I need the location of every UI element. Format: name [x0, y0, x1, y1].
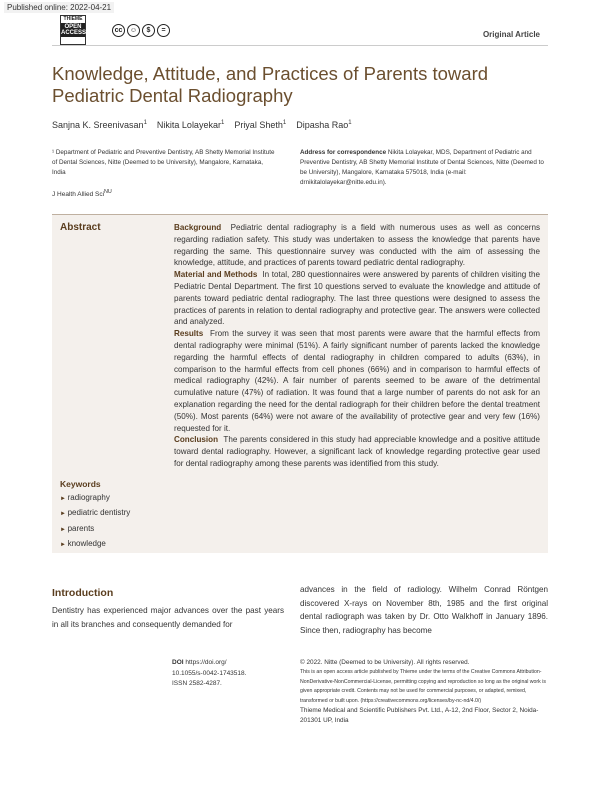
- article-title: Knowledge, Attitude, and Practices of Parents toward Pediatric Dental Radiography: [52, 63, 489, 106]
- thieme-open-access-logo: [60, 15, 86, 45]
- nd-icon: =: [157, 24, 170, 37]
- issn: ISSN 2582-4287.: [172, 680, 222, 687]
- published-date: Published online: 2022-04-21: [4, 2, 114, 13]
- doi-block: [172, 658, 292, 690]
- license-text: This is an open access article published by Thieme under the terms of the Creative Commons Attribution-NonDerivative-NonCommercial-License, permitting copying and reproduction so long as the original work is given appropriate credit. Contents may not be used for commercial purposes, or adapted, remixed, transformed or built upon. (https://creativecommons.org/licenses/by-nc-nd/4.0/): [300, 669, 546, 704]
- abstract-conclusion: Conclusion The parents considered in this study had appreciable knowledge and a positive attitude toward dental radiography. However, a significant lack of knowledge regarding protective gear used for dental radiography among these parents was identified from this study.: [174, 435, 541, 468]
- author-name[interactable]: Priyal Sheth: [234, 120, 283, 130]
- header-divider: [52, 45, 548, 46]
- introduction-left-column: Dentistry has experienced major advances over the past years in all its branches and consequently demanded for: [52, 606, 284, 629]
- doi-number: 10.1055/s-0042-1743518.: [172, 669, 247, 677]
- copyright-block: [300, 658, 548, 727]
- abstract-results: Results From the survey it was seen that most parents were aware that the harmful effects from dental radiography were minimal (51%). A fairly significant number of parents lacked the knowledge regarding the harmful effects of dental radiography in children compared to adults (63%), in comparison to the harmful effects from cell phones (66%) and in comparison to harmful effects of medical radiography (42%). A fair number of parents seemed to be aware of the detrimental cumulative nature (47%) of radiation. It was found that a large number of parents do not ask for an explanation regarding the need for the dental radiograph for their children before the dental treatment (50%). Most parents (64%) were not aware of the availability of protective gear and very few (16%) requested for it.: [174, 329, 540, 433]
- doi-label: DOI: [172, 659, 184, 666]
- logo-top-text: THIEME: [63, 16, 83, 22]
- abstract-methods: Material and Methods In total, 280 questionnaires were answered by parents of children visiting the Pediatric Dental Department. The first 10 questions served to evaluate the knowledge and attitude of parents toward pediatric dental radiography. The last three questions were designed to assess the practices of parents in relation to dental radiography and protective gear. The answers were collected and analyzed.: [174, 270, 541, 327]
- logo-bottom-text: OPEN ACCESS: [61, 24, 87, 36]
- correspondence-text: Nikita Lolayekar, MDS, Department of Pediatric and Preventive Dentistry, AB Shetty Memorial Institute of Dental Sciences, Nitte (Deemed to be University), Mangalore, Karnataka 575018, India (e-mail: drnikitalolayekar@nitte.edu.in).: [300, 149, 544, 186]
- keyword-item: ► radiography: [60, 491, 130, 506]
- author-list: Sanjna K. Sreenivasan$^1$ Nikita Lolayekar$^1$ Priyal Sheth$^1$ Dipasha Rao$^1$: [52, 120, 352, 130]
- author-name[interactable]: Nikita Lolayekar: [156, 120, 221, 130]
- cc-license-icons[interactable]: [112, 24, 170, 37]
- article-type-label: Original Article: [482, 30, 540, 39]
- keyword-item: ► pediatric dentistry: [60, 506, 130, 521]
- introduction-heading: Introduction: [52, 587, 114, 599]
- keywords-heading: Keywords: [60, 479, 101, 489]
- abstract-heading: Abstract: [60, 222, 101, 233]
- copyright-line: © 2022. Nitte (Deemed to be University). All rights reserved.: [300, 659, 470, 666]
- cc-icon: cc: [112, 24, 125, 37]
- keyword-item: ► parents: [60, 522, 130, 537]
- by-icon: ☺: [127, 24, 140, 37]
- correspondence-label: Address for correspondence: [300, 149, 387, 156]
- abstract-background: Background Pediatric dental radiography is a field with numerous uses as well as concerns regarding radiation safety. This study was undertaken to assess the knowledge that parents have regarding the same. This questionnaire survey was conducted with the aim of assessing the knowledge, attitude, and practices of parents toward pediatric dental radiography.: [174, 223, 541, 268]
- abstract-body: [174, 222, 540, 470]
- keywords-list: [60, 491, 130, 553]
- keyword-item: ► knowledge: [60, 537, 130, 552]
- journal-reference: J Health Allied Sci$^{NU}$: [52, 189, 112, 199]
- correspondence: [300, 148, 548, 188]
- nc-icon: $: [142, 24, 155, 37]
- author-name[interactable]: Sanjna K. Sreenivasan: [52, 120, 144, 130]
- author-name[interactable]: Dipasha Rao: [296, 120, 349, 130]
- doi-link[interactable]: https://doi.org/: [185, 659, 227, 666]
- publisher-address: Thieme Medical and Scientific Publishers Pvt. Ltd., A-12, 2nd Floor, Sector 2, Noida-201301 UP, India: [300, 707, 539, 725]
- affiliation: ¹ Department of Pediatric and Preventive Dentistry, AB Shetty Memorial Institute of Dental Sciences, Nitte (Deemed to be University), Mangalore, Karnataka, India: [52, 149, 275, 176]
- introduction-right-column: advances in the field of radiology. Wilhelm Conrad Röntgen discovered X-rays on November 8th, 1985 and the first original dental radiograph was taken by Dr. Otto Walkhoff in January 1896. Since then, radiography has become: [300, 585, 548, 635]
